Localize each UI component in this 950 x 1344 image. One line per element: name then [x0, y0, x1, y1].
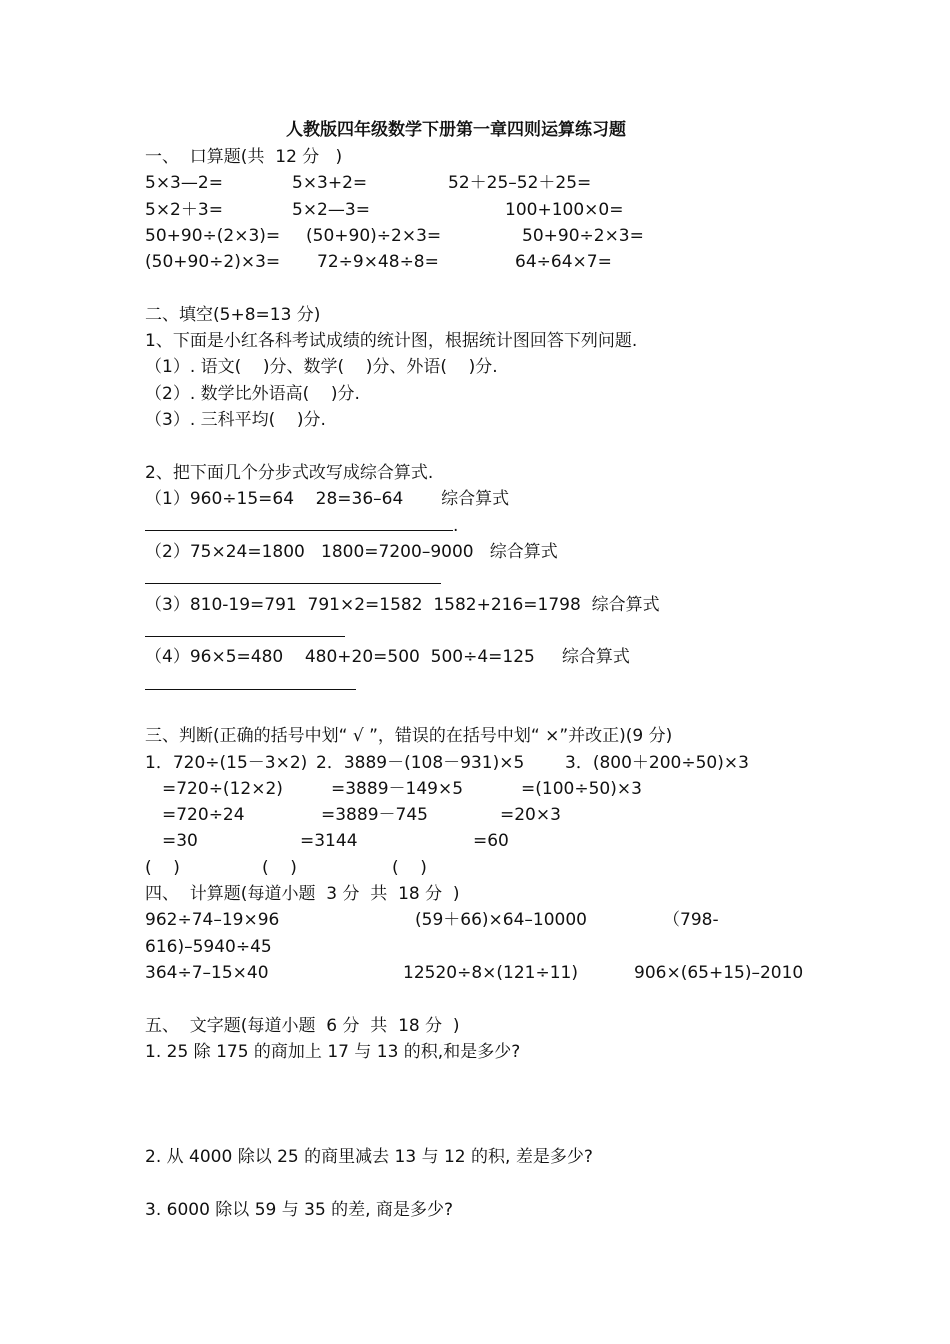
question-text: 1、下面是小红各科考试成绩的统计图，根据统计图回答下列问题. [145, 331, 638, 351]
answer-line [145, 689, 356, 690]
mental-math-item: 5×3—2= [145, 173, 223, 193]
judge-step: =60 [473, 831, 509, 851]
page-title: 人教版四年级数学下册第一章四则运算练习题 [286, 120, 626, 140]
question-text: 2、把下面几个分步式改写成综合算式. [145, 463, 434, 483]
mental-math-item: (50+90÷2)×3= [145, 252, 281, 272]
question-text: （1）. 语文( )分、数学( )分、外语( )分. [145, 357, 498, 377]
judge-step: =3889－149×5 [331, 779, 464, 799]
step-expression: （3）810-19=791 791×2=1582 1582+216=1798 综合算式 [145, 595, 660, 615]
mental-math-item: 5×3+2= [292, 173, 368, 193]
judge-step: =720÷(12×2) [162, 779, 283, 799]
step-expression: （2）75×24=1800 1800=7200–9000 综合算式 [145, 542, 558, 562]
mental-math-item: 72÷9×48÷8= [317, 252, 439, 272]
judge-step: =(100÷50)×3 [521, 779, 642, 799]
calc-problem: （798- [663, 910, 719, 930]
line-period: . [453, 516, 459, 536]
mental-math-item: (50+90)÷2×3= [306, 226, 442, 246]
judge-step: 3．(800＋200÷50)×3 [565, 753, 749, 773]
judge-step: 2．3889－(108－931)×5 [316, 753, 525, 773]
step-expression: （1）960÷15=64 28=36–64 综合算式 [145, 489, 510, 509]
mental-math-item: 100+100×0= [505, 200, 624, 220]
question-text: （3）. 三科平均( )分. [145, 410, 326, 430]
judge-bracket: ( ) [262, 858, 297, 878]
mental-math-item: 5×2＋3= [145, 200, 223, 220]
judge-step: 1．720÷(15－3×2) [145, 753, 308, 773]
calc-problem: 616)–5940÷45 [145, 937, 272, 957]
section-1-heading: 一、 口算题(共 12 分 ) [145, 147, 343, 167]
answer-line [145, 636, 345, 637]
judge-step: =30 [162, 831, 198, 851]
calc-problem: 12520÷8×(121÷11) [403, 963, 578, 983]
mental-math-item: 50+90÷(2×3)= [145, 226, 281, 246]
answer-line [145, 530, 453, 531]
section-3-heading: 三、判断(正确的括号中划“ √ ”，错误的在括号中划“ ×”并改正)(9 分) [145, 726, 673, 746]
section-5-heading: 五、 文字题(每道小题 6 分 共 18 分 ) [145, 1016, 460, 1036]
word-problem: 3. 6000 除以 59 与 35 的差, 商是多少? [145, 1200, 454, 1220]
question-text: （2）. 数学比外语高( )分. [145, 384, 360, 404]
calc-problem: 962÷74–19×96 [145, 910, 280, 930]
calc-problem: 906×(65+15)–2010 [634, 963, 804, 983]
step-expression: （4）96×5=480 480+20=500 500÷4=125 综合算式 [145, 647, 630, 667]
judge-bracket: ( ) [392, 858, 427, 878]
section-4-heading: 四、 计算题(每道小题 3 分 共 18 分 ) [145, 884, 460, 904]
mental-math-item: 5×2—3= [292, 200, 370, 220]
section-2-heading: 二、填空(5+8=13 分) [145, 305, 321, 325]
calc-problem: (59＋66)×64–10000 [415, 910, 587, 930]
judge-bracket: ( ) [145, 858, 180, 878]
judge-step: =20×3 [500, 805, 561, 825]
judge-step: =3144 [300, 831, 358, 851]
mental-math-item: 50+90÷2×3= [522, 226, 644, 246]
calc-problem: 364÷7–15×40 [145, 963, 269, 983]
word-problem: 1. 25 除 175 的商加上 17 与 13 的积,和是多少? [145, 1042, 521, 1062]
judge-step: =720÷24 [162, 805, 245, 825]
judge-step: =3889－745 [321, 805, 428, 825]
mental-math-item: 64÷64×7= [515, 252, 612, 272]
answer-line [145, 583, 441, 584]
mental-math-item: 52＋25–52＋25= [448, 173, 592, 193]
word-problem: 2. 从 4000 除以 25 的商里减去 13 与 12 的积, 差是多少? [145, 1147, 593, 1167]
